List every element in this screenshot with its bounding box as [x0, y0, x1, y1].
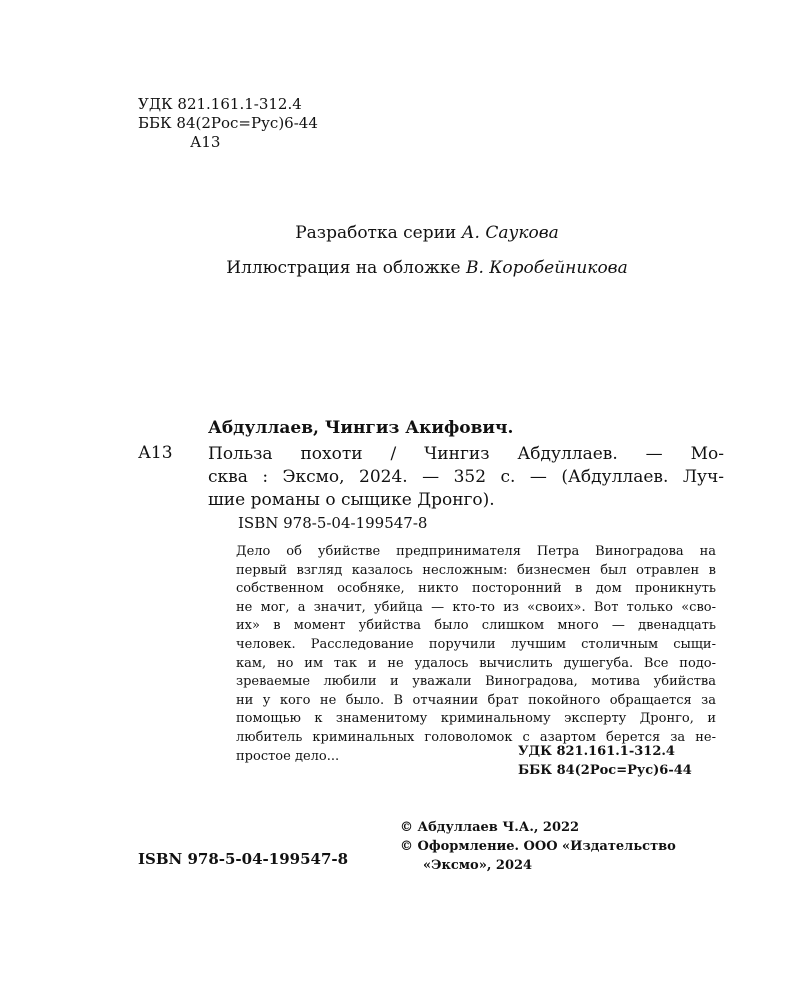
copyright-block [400, 818, 676, 875]
bbk-code: ББК 84(2Рос=Рус)6-44 [138, 114, 318, 132]
annotation-line: зреваемые любили и уважали Виноградова, мотива убийства [236, 674, 716, 690]
annotation-line: человек. Расследование поручили лучшим столичным сыщи- [236, 636, 716, 652]
annotation-line: Дело об убийстве предпринимателя Петра Виноградова на [236, 544, 716, 559]
udk-code-bottom: УДК 821.161.1-312.4 [518, 744, 675, 759]
annotation-line: не мог, а значит, убийца — кто-то из «своих». Вот только «сво- [236, 599, 716, 615]
biblio-line: шие романы о сыщике Дронго). [208, 490, 495, 510]
annotation-text [236, 543, 716, 766]
annotation-line: собственном особняке, никто посторонний в дом проникнуть [236, 581, 716, 597]
author-mark: А13 [190, 133, 221, 151]
illustration-credit [0, 258, 800, 278]
classification-block-bottom [518, 742, 692, 780]
copyright-design-cont: «Эксмо», 2024 [423, 858, 533, 873]
catalog-isbn: ISBN 978-5-04-199547-8 [238, 514, 428, 532]
series-credit [0, 223, 800, 243]
annotation-line: помощью к знаменитому криминальному эксперту Дронго, и [236, 711, 716, 727]
series-credit-label: Разработка серии [295, 223, 457, 243]
illustration-credit-name: В. Коробейникова [465, 258, 628, 278]
classification-block-top [138, 95, 318, 152]
illustration-credit-label: Иллюстрация на обложке [226, 258, 461, 278]
annotation-line: ни у кого не было. В отчаянии брат покойного обращается за [236, 692, 716, 708]
annotation-line: первый взгляд казалось несложным: бизнесмен был отравлен в [236, 562, 716, 578]
udk-code: УДК 821.161.1-312.4 [138, 95, 302, 113]
annotation-line: простое дело... [236, 748, 340, 764]
annotation-line: кам, но им так и не удалось вычислить душегуба. Все подо- [236, 655, 716, 671]
biblio-line: сква : Эксмо, 2024. — 352 с. — (Абдуллаев. Луч- [208, 467, 724, 487]
copyright-author: © Абдуллаев Ч.А., 2022 [400, 820, 580, 835]
isbn-bottom: ISBN 978-5-04-199547-8 [138, 850, 349, 868]
biblio-line: Польза похоти / Чингиз Абдуллаев. — Мо- [208, 444, 724, 464]
annotation-line: любитель криминальных головоломок с азартом берется за не- [236, 729, 716, 745]
catalog-author-mark: А13 [138, 443, 173, 463]
author-heading: Абдуллаев, Чингиз Акифович. [208, 418, 514, 438]
series-credit-name: А. Саукова [461, 223, 559, 243]
bbk-code-bottom: ББК 84(2Рос=Рус)6-44 [518, 763, 692, 778]
bibliographic-description [208, 443, 724, 512]
annotation-line: их» в момент убийства было слишком много — двенадцать [236, 618, 716, 634]
copyright-design: © Оформление. ООО «Издательство [400, 839, 676, 854]
